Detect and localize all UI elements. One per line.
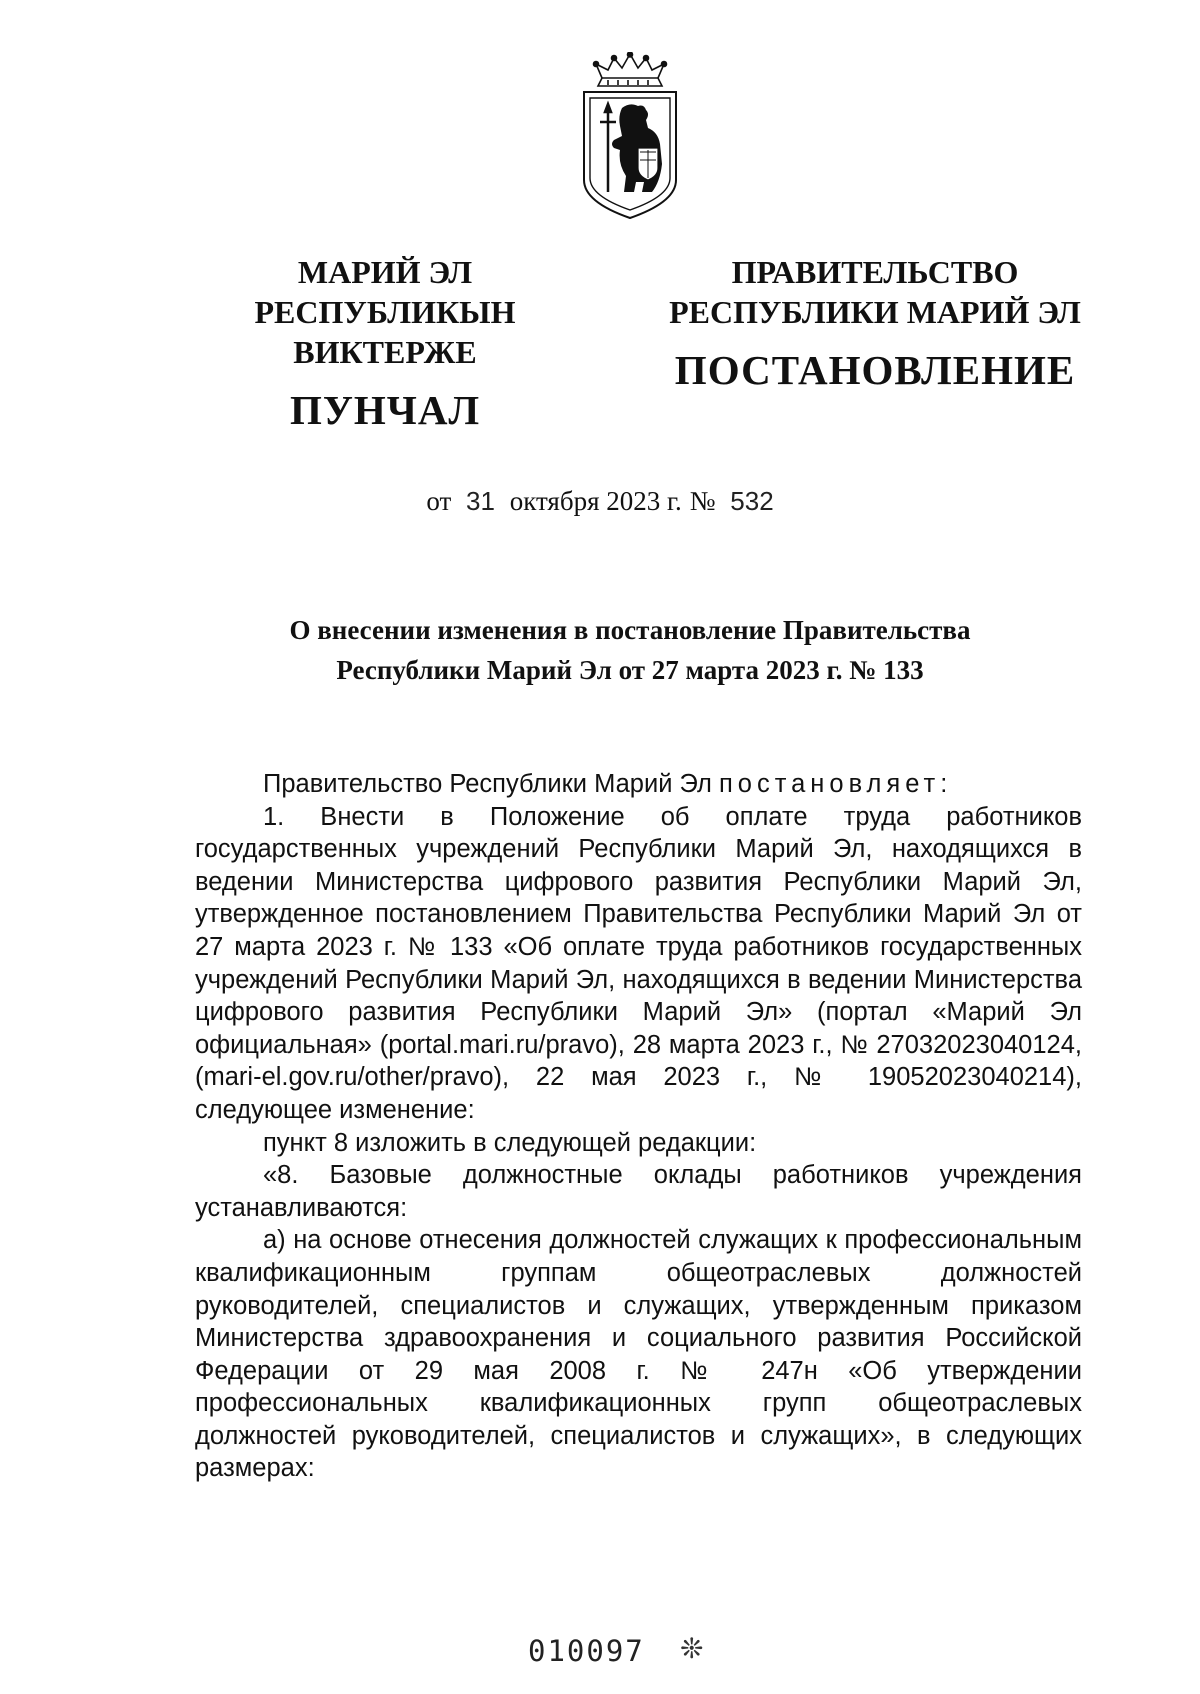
number-sign: №	[689, 486, 716, 516]
header-left-doc-type: ПУНЧАЛ	[289, 387, 481, 433]
title-line1: О внесении изменения в постановление Правительства	[289, 615, 971, 645]
header-right-line1: ПРАВИТЕЛЬСТВО	[731, 254, 1019, 290]
header-left-line1: МАРИЙ ЭЛ РЕСПУБЛИКЫН	[254, 254, 516, 330]
preamble-verb: постановляет:	[718, 770, 953, 798]
header-left-line2: ВИКТЕРЖЕ	[293, 334, 477, 370]
document-number: 532	[730, 486, 774, 516]
paragraph-4: а) на основе отнесения должностей служащих к профессиональным квалификационным группам общеотраслевых должностей руководителей, специалистов и служащих, утвержденным приказом Министерства здравоохранения и социального развития Российской Федерации от 29 мая 2008 г. № 247н «Об утверждении профессиональных квалификационных групп общеотраслевых должностей руководителей, специалистов и служащих», в следующих размерах:	[195, 1226, 1082, 1483]
coat-of-arms-icon	[578, 52, 682, 220]
header-left-block	[170, 252, 600, 434]
document-body	[195, 768, 1082, 1485]
title-line2: Республики Марий Эл от 27 марта 2023 г. № 133	[336, 655, 924, 685]
header-right-block	[660, 252, 1090, 394]
header-right-line2: РЕСПУБЛИКИ МАРИЙ ЭЛ	[669, 294, 1081, 330]
serial-number: 010097	[528, 1634, 645, 1668]
preamble-paragraph	[195, 768, 1082, 801]
paragraph-1: 1. Внести в Положение об оплате труда работников государственных учреждений Республики Марий Эл, находящихся в ведении Министерства цифрового развития Республики Марий Эл, утвержденное постановлением Правительства Республики Марий Эл от 27 марта 2023 г. № 133 «Об оплате труда работников государственных учреждений Республики Марий Эл, находящихся в ведении Министерства цифрового развития Республики Марий Эл» (портал «Марий Эл официальная» (portal.mari.ru/pravo), 28 марта 2023 г., № 27032023040124, (mari-el.gov.ru/other/pravo), 22 мая 2023 г., № 19052023040214), следующее изменение:	[195, 802, 1082, 1124]
date-day: 31	[466, 486, 495, 516]
date-prefix: от	[426, 486, 452, 516]
date-month-year: октября 2023 г.	[509, 486, 682, 516]
preamble-text: Правительство Республики Марий Эл	[263, 770, 712, 798]
header-right-doc-type: ПОСТАНОВЛЕНИЕ	[674, 347, 1076, 393]
paragraph-3: «8. Базовые должностные оклады работников учреждения устанавливаются:	[195, 1161, 1082, 1222]
paragraph-2: пункт 8 изложить в следующей редакции:	[263, 1128, 757, 1157]
date-line	[0, 486, 1200, 517]
serial-mark-icon: ❊	[680, 1634, 704, 1665]
document-title	[180, 610, 1080, 690]
